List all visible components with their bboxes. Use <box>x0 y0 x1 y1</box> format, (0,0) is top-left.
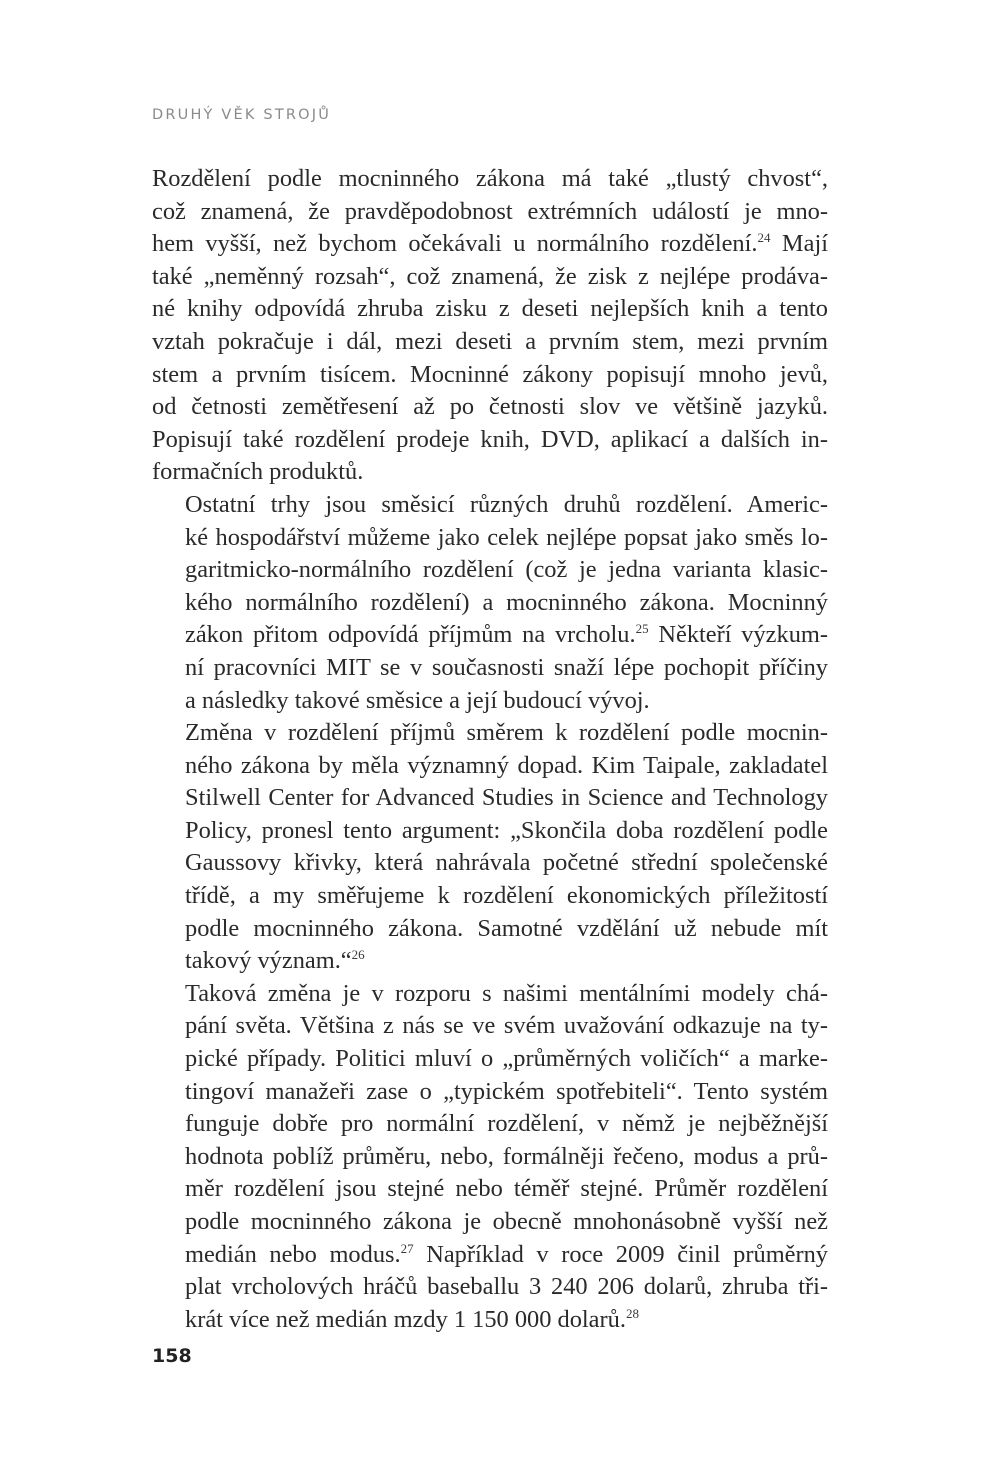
text-line <box>152 1271 828 1304</box>
text-line <box>152 619 828 652</box>
line-text: funguje dobře pro normální rozdělení, v němž je nejběžnější <box>185 1110 828 1138</box>
line-text: Gaussovy křivky, která nahrávala početné střední společenské <box>185 849 828 877</box>
footnote-marker: 27 <box>400 1240 414 1256</box>
line-text: ného zákona by měla významný dopad. Kim Taipale, zakladatel <box>185 751 828 779</box>
paragraph <box>152 163 828 489</box>
text-line <box>152 1076 828 1109</box>
text-line <box>152 978 828 1011</box>
text-line <box>152 1108 828 1141</box>
line-text: Ostatní trhy jsou směsicí různých druhů rozdělení. Americ- <box>185 490 828 518</box>
text-line <box>152 293 828 326</box>
line-text: podle mocninného zákona. Samotné vzdělání už nebude mít <box>185 914 828 942</box>
text-line <box>152 359 828 392</box>
text-line <box>152 522 828 555</box>
text-line <box>152 261 828 294</box>
text-line <box>152 717 828 750</box>
body-text <box>152 163 828 1336</box>
line-text: pání světa. Většina z nás se ve svém uvažování odkazuje na ty- <box>185 1012 828 1040</box>
line-text: třídě, a my směřujeme k rozdělení ekonomických příležitostí <box>185 882 828 910</box>
line-text: měr rozdělení jsou stejné nebo téměř stejné. Průměr rozdělení <box>185 1175 828 1203</box>
footnote-marker: 28 <box>625 1305 639 1321</box>
running-head: DRUHÝ VĚK STROJŮ <box>152 107 332 123</box>
text-line <box>152 587 828 620</box>
line-text: takový význam.“ <box>185 947 352 975</box>
line-text: hodnota poblíž průměru, nebo, formálněji řečeno, modus a prů- <box>185 1142 828 1170</box>
paragraph <box>152 978 828 1337</box>
paragraph <box>152 489 828 717</box>
line-text: zákon přitom odpovídá příjmům na vrcholu. <box>185 621 636 649</box>
line-text: také „neměnný rozsah“, což znamená, že zisk z nejlépe prodáva- <box>152 262 828 290</box>
text-line <box>152 1173 828 1206</box>
text-line <box>152 685 828 718</box>
page-number: 158 <box>152 1345 192 1367</box>
text-line <box>152 228 828 261</box>
text-line <box>152 880 828 913</box>
text-line <box>152 815 828 848</box>
line-text: což znamená, že pravděpodobnost extrémních událostí je mno- <box>152 197 828 225</box>
text-line <box>152 782 828 815</box>
footnote-marker: 24 <box>757 230 771 246</box>
text-line <box>152 913 828 946</box>
text-line <box>152 424 828 457</box>
text-line <box>152 163 828 196</box>
paragraph <box>152 717 828 978</box>
text-line <box>152 391 828 424</box>
text-line <box>152 1206 828 1239</box>
line-text: tingoví manažeři zase o „typickém spotřebiteli“. Tento systém <box>185 1077 828 1105</box>
line-text-tail: Mají <box>770 230 828 258</box>
line-text: podle mocninného zákona je obecně mnohonásobně vyšší než <box>185 1208 828 1235</box>
text-line <box>152 945 828 978</box>
line-text: Rozdělení podle mocninného zákona má také „tlustý chvost“, <box>152 165 828 192</box>
text-line <box>152 1141 828 1174</box>
line-text-tail: Někteří výzkum- <box>648 621 828 649</box>
line-text: Popisují také rozdělení prodeje knih, DVD, aplikací a dalších in- <box>152 425 828 453</box>
text-line <box>152 554 828 587</box>
line-text: ní pracovníci MIT se v současnosti snaží lépe pochopit příčiny <box>185 653 828 681</box>
text-line <box>152 652 828 685</box>
line-text: od četnosti zemětřesení až po četnosti slov ve většině jazyků. <box>152 393 828 421</box>
footnote-marker: 26 <box>351 947 365 963</box>
line-text: vztah pokračuje i dál, mezi deseti a prvním stem, mezi prvním <box>152 327 828 355</box>
text-line <box>152 1010 828 1043</box>
text-line <box>152 847 828 880</box>
text-line <box>152 456 828 489</box>
line-text: kého normálního rozdělení) a mocninného zákona. Mocninný <box>185 588 828 616</box>
line-text: formačních produktů. <box>152 458 364 486</box>
text-line <box>152 750 828 783</box>
text-line <box>152 1239 828 1272</box>
line-text: a následky takové směsice a její budoucí vývoj. <box>185 686 650 714</box>
line-text: ké hospodářství můžeme jako celek nejlépe popsat jako směs lo- <box>185 523 828 551</box>
text-line <box>152 1304 828 1337</box>
line-text: Stilwell Center for Advanced Studies in Science and Technology <box>185 784 828 812</box>
footnote-marker: 25 <box>635 621 649 637</box>
line-text: plat vrcholových hráčů baseballu 3 240 206 dolarů, zhruba tři- <box>185 1273 828 1301</box>
line-text: krát více než medián mzdy 1 150 000 dolarů. <box>185 1305 626 1333</box>
line-text: pické případy. Politici mluví o „průměrných voličích“ a marke- <box>185 1045 828 1073</box>
line-text: stem a prvním tisícem. Mocninné zákony popisují mnoho jevů, <box>152 360 828 388</box>
line-text-tail: Například v roce 2009 činil průměrný <box>413 1240 829 1268</box>
text-line <box>152 326 828 359</box>
line-text: medián nebo modus. <box>185 1240 401 1268</box>
line-text: Taková změna je v rozporu s našimi mentálními modely chá- <box>185 979 828 1007</box>
text-line <box>152 1043 828 1076</box>
text-line <box>152 196 828 229</box>
line-text: Policy, pronesl tento argument: „Skončila doba rozdělení podle <box>185 816 828 844</box>
line-text: hem vyšší, než bychom očekávali u normálního rozdělení. <box>152 230 758 258</box>
line-text: garitmicko-normálního rozdělení (což je jedna varianta klasic- <box>185 556 828 584</box>
text-line <box>152 489 828 522</box>
line-text: né knihy odpovídá zhruba zisku z deseti nejlepších knih a tento <box>152 295 828 323</box>
line-text: Změna v rozdělení příjmů směrem k rozdělení podle mocnin- <box>185 719 828 747</box>
